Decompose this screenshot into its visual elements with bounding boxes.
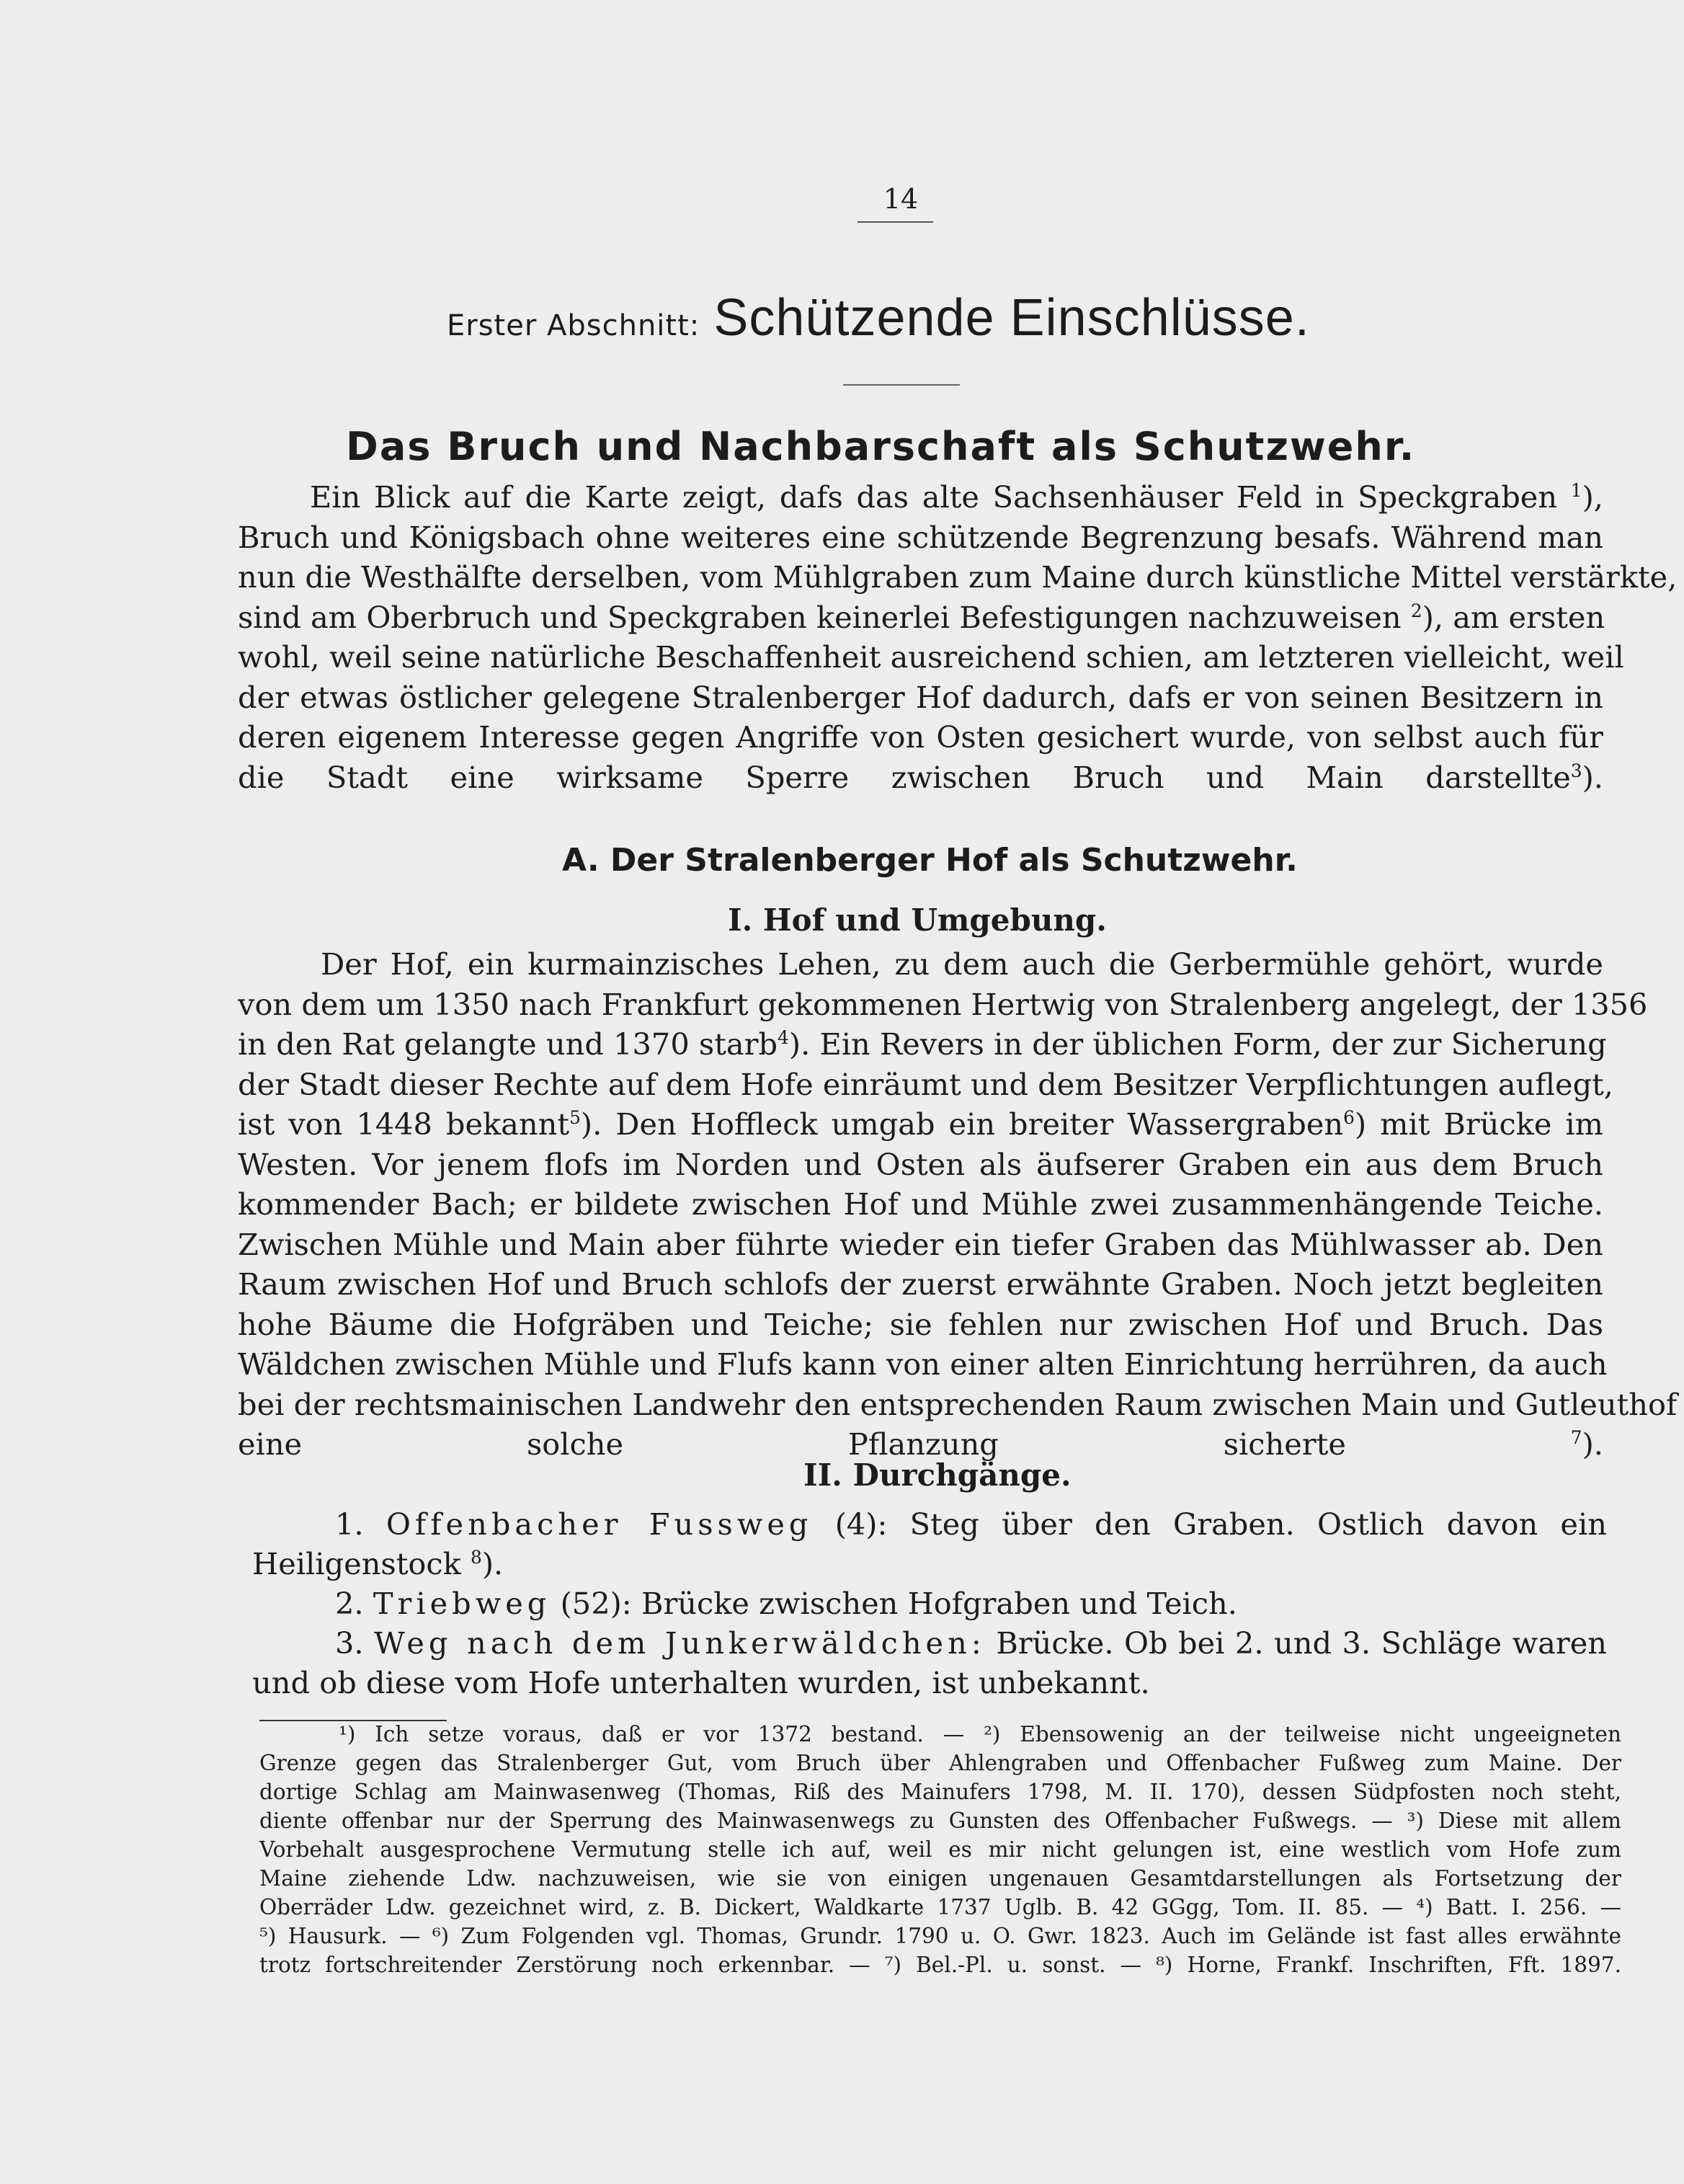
page-number: 14 bbox=[883, 183, 919, 215]
page-number-rule bbox=[857, 221, 933, 223]
footnote-line: dortige Schlag am Mainwasenweg (Thomas, Riß des Mainufers 1798, M. II. 170), dessen Südpfosten noch steht, bbox=[259, 1780, 1621, 1804]
text-line: in den Rat gelangte und 1370 starb$^4$). Ein Revers in der üblichen Form, der zur Sicherung bbox=[238, 1026, 1607, 1062]
text-line: deren eigenem Interesse gegen Angriffe von Osten gesichert wurde, von selbst auch für bbox=[238, 719, 1603, 755]
text-line: Raum zwischen Hof und Bruch schlofs der zuerst erwähnte Graben. Noch jetzt begleiten bbox=[238, 1266, 1603, 1302]
text-line: Bruch und Königsbach ohne weiteres eine schützende Begrenzung besafs. Während man bbox=[238, 519, 1603, 555]
main-title: Das Bruch und Nachbarschaft als Schutzwehr. bbox=[346, 424, 1416, 469]
section-heading bbox=[447, 288, 1456, 347]
text-line: eine solche Pflanzung sicherte $^7$). bbox=[238, 1426, 1603, 1462]
list-item: 3. Weg nach dem Junkerwäldchen: Brücke. Ob bei 2. und 3. Schläge waren bbox=[335, 1625, 1607, 1661]
title-divider bbox=[843, 384, 960, 386]
footnote-line: Vorbehalt ausgesprochene Vermutung stelle ich auf, weil es mir nicht gelungen ist, eine westlich vom Hofe zum bbox=[259, 1837, 1621, 1862]
text-line: sind am Oberbruch und Speckgraben keinerlei Befestigungen nachzuweisen $^2$), am ersten bbox=[238, 599, 1605, 635]
list-item-continuation: Heiligenstock $^8$). bbox=[252, 1546, 504, 1581]
list-item: 2. Triebweg (52): Brücke zwischen Hofgraben und Teich. bbox=[335, 1586, 1237, 1621]
text-line: ist von 1448 bekannt$^5$). Den Hoffleck umgab ein breiter Wassergraben$^6$) mit Brücke im bbox=[238, 1106, 1603, 1142]
section-title: Schützende Einschlüsse. bbox=[713, 289, 1310, 347]
list-item: 1. Offenbacher Fussweg (4): Steg über den Graben. Ostlich davon ein bbox=[335, 1506, 1607, 1542]
heading-i: I. Hof und Umgebung. bbox=[728, 902, 1107, 938]
text-line: bei der rechtsmainischen Landwehr den entsprechenden Raum zwischen Main und Gutleuthof bbox=[238, 1386, 1678, 1422]
text-line: Wäldchen zwischen Mühle und Flufs kann von einer alten Einrichtung herrühren, da auch bbox=[238, 1346, 1608, 1382]
footnote-line: ¹) Ich setze voraus, daß er vor 1372 bestand. — ²) Ebensowenig an der teilweise nicht ungeeigneten bbox=[339, 1722, 1621, 1746]
footnote-line: Grenze gegen das Stralenberger Gut, vom Bruch über Ahlengraben und Offenbacher Fußweg zum Maine. Der bbox=[259, 1751, 1621, 1775]
intro-paragraph bbox=[238, 477, 1678, 797]
footnote-line: trotz fortschreitender Zerstörung noch erkennbar. — ⁷) Bel.-Pl. u. sonst. — ⁸) Horne, Frankf. Inschriften, Fft. 1897. bbox=[259, 1953, 1621, 1977]
footnote-line: ⁵) Hausurk. — ⁶) Zum Folgenden vgl. Thomas, Grundr. 1790 u. O. Gwr. 1823. Auch im Gelände ist fast alles erwähnte bbox=[259, 1924, 1621, 1948]
text-line: die Stadt eine wirksame Sperre zwischen Bruch und Main darstellte$^3$). bbox=[238, 759, 1603, 795]
footnote-line: Maine ziehende Ldw. nachzuweisen, wie sie von einigen ungenauen Gesamtdarstellungen als Fortsetzung der bbox=[259, 1866, 1621, 1891]
heading-ii: II. Durchgänge. bbox=[803, 1457, 1072, 1493]
footnotes bbox=[259, 1720, 1621, 1979]
heading-a: A. Der Stralenberger Hof als Schutzwehr. bbox=[562, 842, 1298, 879]
text-line: Zwischen Mühle und Main aber führte wieder ein tiefer Graben das Mühlwasser ab. Den bbox=[238, 1226, 1603, 1262]
text-line: der Stadt dieser Rechte auf dem Hofe einräumt und dem Besitzer Verpflichtungen auflegt, bbox=[238, 1066, 1613, 1102]
text-line: nun die Westhälfte derselben, vom Mühlgraben zum Maine durch künstliche Mittel verstärkte, bbox=[238, 559, 1678, 595]
footnote-line: Oberräder Ldw. gezeichnet wird, z. B. Dickert, Waldkarte 1737 Uglb. B. 42 GGgg, Tom. II. 85. — ⁴) Batt. I. 256. — bbox=[259, 1895, 1621, 1919]
text-line: der etwas östlicher gelegene Stralenberger Hof dadurch, dafs er von seinen Besitzern in bbox=[238, 679, 1603, 715]
text-line: von dem um 1350 nach Frankfurt gekommenen Hertwig von Stralenberg angelegt, der 1356 bbox=[238, 986, 1648, 1022]
section-prefix: Erster Abschnitt: bbox=[447, 309, 700, 342]
list-item-continuation: und ob diese vom Hofe unterhalten wurden, ist unbekannt. bbox=[252, 1665, 1150, 1700]
footnote-line: diente offenbar nur der Sperrung des Mainwasenwegs zu Gunsten des Offenbacher Fußwegs. — ³) Diese mit allem bbox=[259, 1808, 1621, 1833]
text-line: hohe Bäume die Hofgräben und Teiche; sie fehlen nur zwischen Hof und Bruch. Das bbox=[238, 1306, 1603, 1342]
text-line: Ein Blick auf die Karte zeigt, dafs das alte Sachsenhäuser Feld in Speckgraben $^1$), bbox=[310, 479, 1603, 515]
text-line: Westen. Vor jenem flofs im Norden und Osten als äufserer Graben ein aus dem Bruch bbox=[238, 1146, 1603, 1182]
text-line: kommender Bach; er bildete zwischen Hof und Mühle zwei zusammenhängende Teiche. bbox=[238, 1186, 1603, 1222]
text-line: wohl, weil seine natürliche Beschaffenheit ausreichend schien, am letzteren vielleicht, weil bbox=[238, 639, 1624, 675]
hof-paragraph bbox=[238, 944, 1678, 1465]
text-line: Der Hof, ein kurmainzisches Lehen, zu dem auch die Gerbermühle gehört, wurde bbox=[321, 946, 1603, 982]
